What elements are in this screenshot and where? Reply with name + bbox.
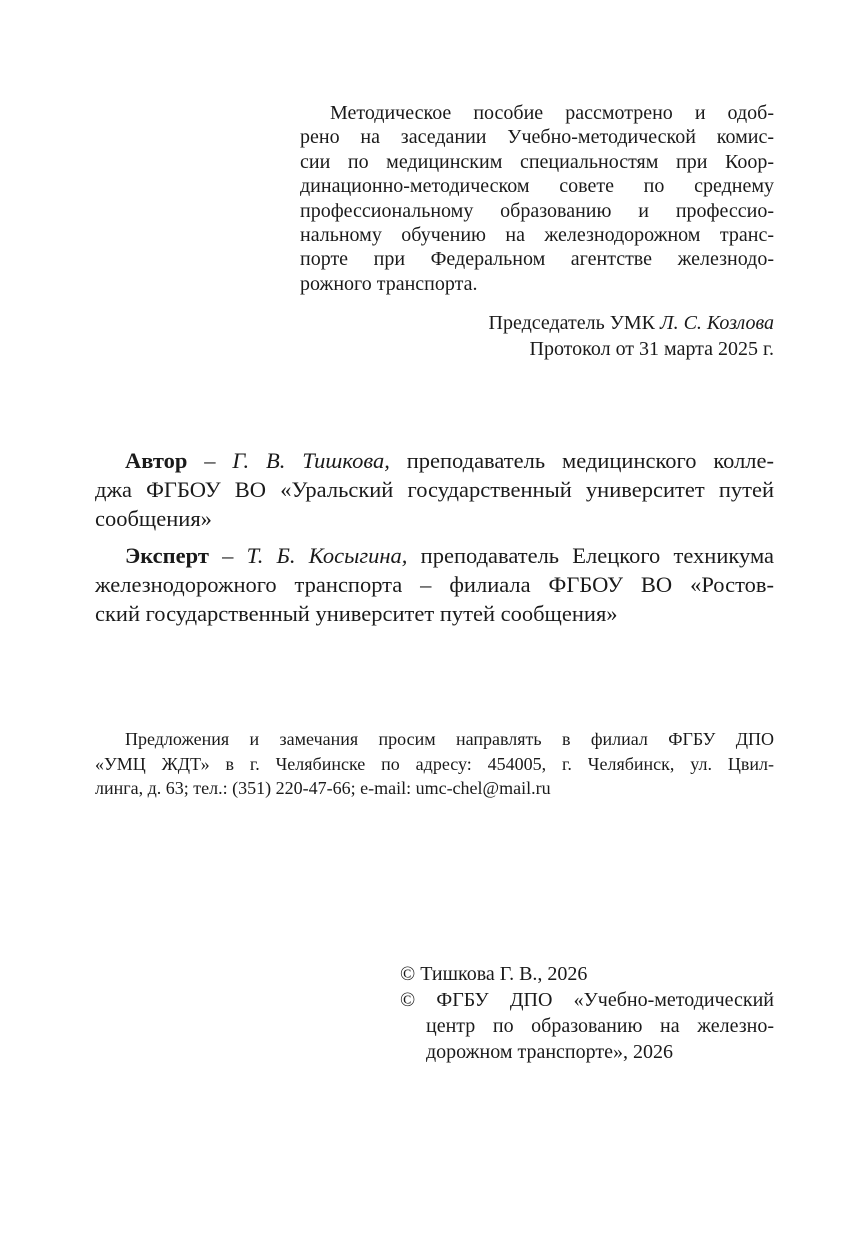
copyright-symbol: © [400,963,416,985]
approval-line: сии по медицинским специальностям при Коор- [300,150,774,173]
approval-line: рожного транспорта. [300,272,478,295]
approval-line: профессиональному образованию и профессио- [300,199,774,222]
expert-label: Эксперт [125,543,209,568]
author-credit [95,446,774,533]
copyright-org-line: дорожном транспорте», 2026 [426,1041,673,1063]
expert-line: ский государственный университет путей сообщения» [95,601,618,626]
approval-line: порте при Федеральном агентстве железнодо- [300,248,774,271]
feedback-line: «УМЦ ЖДТ» в г. Челябинске по адресу: 454005, г. Челябинск, ул. Цвил- [95,753,774,774]
copyright-author: Тишкова Г. В., 2026 [420,963,588,985]
copyright-block [400,961,774,1065]
approval-line: рено на заседании Учебно-методической комис- [300,126,774,149]
expert-position: преподаватель Елецкого техникума [407,543,775,568]
author-line: джа ФГБОУ ВО «Уральский государственный университет путей [95,477,774,502]
approval-line: динационно-методическом совете по среднему [300,175,774,198]
feedback-line: Предложения и замечания просим направлять в филиал ФГБУ ДПО [125,729,774,749]
expert-dash: – [208,543,247,568]
chair-label: Председатель УМК [488,312,656,334]
copyright-org: ФГБУ ДПО «Учебно-методический [436,989,775,1011]
approval-line: нальному обучению на железнодорожном транс- [300,224,774,247]
chair-line [300,310,774,336]
expert-name: Т. Б. Косыгина, [246,543,408,568]
author-name: Г. В. Тишкова, [232,448,390,473]
author-line: сообщения» [95,506,212,531]
author-line [95,446,774,475]
copyright-author-line [400,961,774,987]
copyright-org-line [400,987,774,1013]
expert-line: железнодорожного транспорта – филиала ФГБОУ ВО «Ростов- [95,572,774,597]
feedback-note [95,727,774,801]
approval-signature [300,310,774,362]
copyright-symbol: © [400,989,416,1011]
approval-statement [300,101,774,296]
author-label: Автор [125,448,188,473]
expert-line [95,541,774,570]
feedback-line: линга, д. 63; тел.: (351) 220-47-66; e-mail: umc-chel@mail.ru [95,778,551,798]
author-dash: – [187,448,233,473]
author-position: преподаватель медицинского колле- [389,448,775,473]
protocol-line: Протокол от 31 марта 2025 г. [529,338,774,360]
chair-name: Л. С. Козлова [660,312,774,334]
approval-line: Методическое пособие рассмотрено и одоб- [330,102,774,124]
copyright-org-line: центр по образованию на железно- [426,1015,774,1037]
expert-credit [95,541,774,628]
